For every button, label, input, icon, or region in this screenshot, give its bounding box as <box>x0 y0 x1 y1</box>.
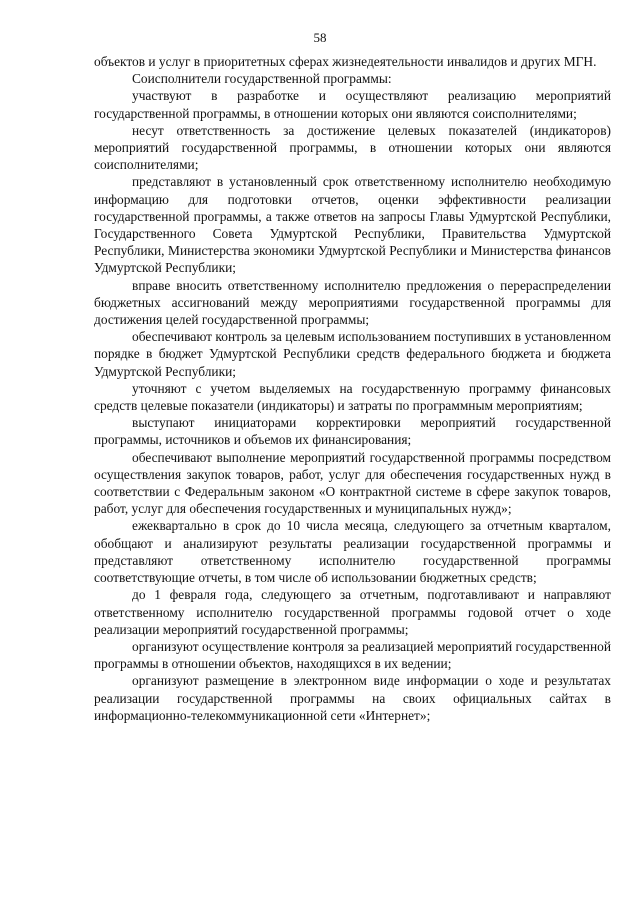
paragraph: представляют в установленный срок ответственному исполнителю необходимую информацию для подготовки отчетов, оценки эффективности реализации государственной программы, а также ответов на запросы Главы Удмуртской Республики, Государственного Совета Удмуртской Республики, Правительства Удмуртской Республики, Министерства экономики Удмуртской Республики и Министерства финансов Удмуртской Республики; <box>94 174 611 276</box>
paragraph: объектов и услуг в приоритетных сферах жизнедеятельности инвалидов и других МГН. <box>94 54 597 69</box>
paragraph: ежеквартально в срок до 10 числа месяца, следующего за отчетным кварталом, обобщают и анализируют результаты реализации государственной программы и представляют ответственному исполнителю государственной программы соответствующие отчеты, в том числе об использовании бюджетных средств; <box>94 518 611 586</box>
paragraph: участвуют в разработке и осуществляют реализацию мероприятий государственной программы, в отношении которых они являются соисполнителями; <box>94 88 611 121</box>
paragraph: обеспечивают контроль за целевым использованием поступивших в установленном порядке в бюджет Удмуртской Республики средств федерального бюджета и бюджета Удмуртской Республики; <box>94 329 611 379</box>
paragraph: вправе вносить ответственному исполнителю предложения о перераспределении бюджетных ассигнований между мероприятиями государственной программы для достижения целей государственной программы; <box>94 277 611 328</box>
paragraph: обеспечивают выполнение мероприятий государственной программы посредством осуществления закупок товаров, работ, услуг для обеспечения государственных нужд в соответствии с Федеральным законом «О контрактной системе в сфере закупок товаров, работ, услуг для обеспечения государственных и муниципальных нужд»; <box>94 449 611 517</box>
paragraph: выступают инициаторами корректировки мероприятий государственной программы, источников и объемов их финансирования; <box>94 415 611 448</box>
paragraph: Соисполнители государственной программы: <box>132 71 392 87</box>
paragraph: уточняют с учетом выделяемых на государственную программу финансовых средств целевые показатели (индикаторы) и затраты по программным мероприятиям; <box>94 380 611 414</box>
body-text <box>94 53 611 724</box>
paragraph: организуют размещение в электронном виде информации о ходе и результатах реализации государственной программы на своих официальных сайтах в информационно-телекоммуникационной сети «Интернет»; <box>94 673 611 723</box>
paragraph: до 1 февраля года, следующего за отчетным, подготавливают и направляют ответственному исполнителю государственной программы годовой отчет о ходе реализации мероприятий государственной программы; <box>94 587 611 637</box>
paragraph: организуют осуществление контроля за реализацией мероприятий государственной программы в отношении объектов, находящихся в их ведении; <box>94 638 611 672</box>
page-number: 58 <box>313 30 327 45</box>
paragraph: несут ответственность за достижение целевых показателей (индикаторов) мероприятий государственной программы, в отношении которых они являются соисполнителями; <box>94 122 611 173</box>
